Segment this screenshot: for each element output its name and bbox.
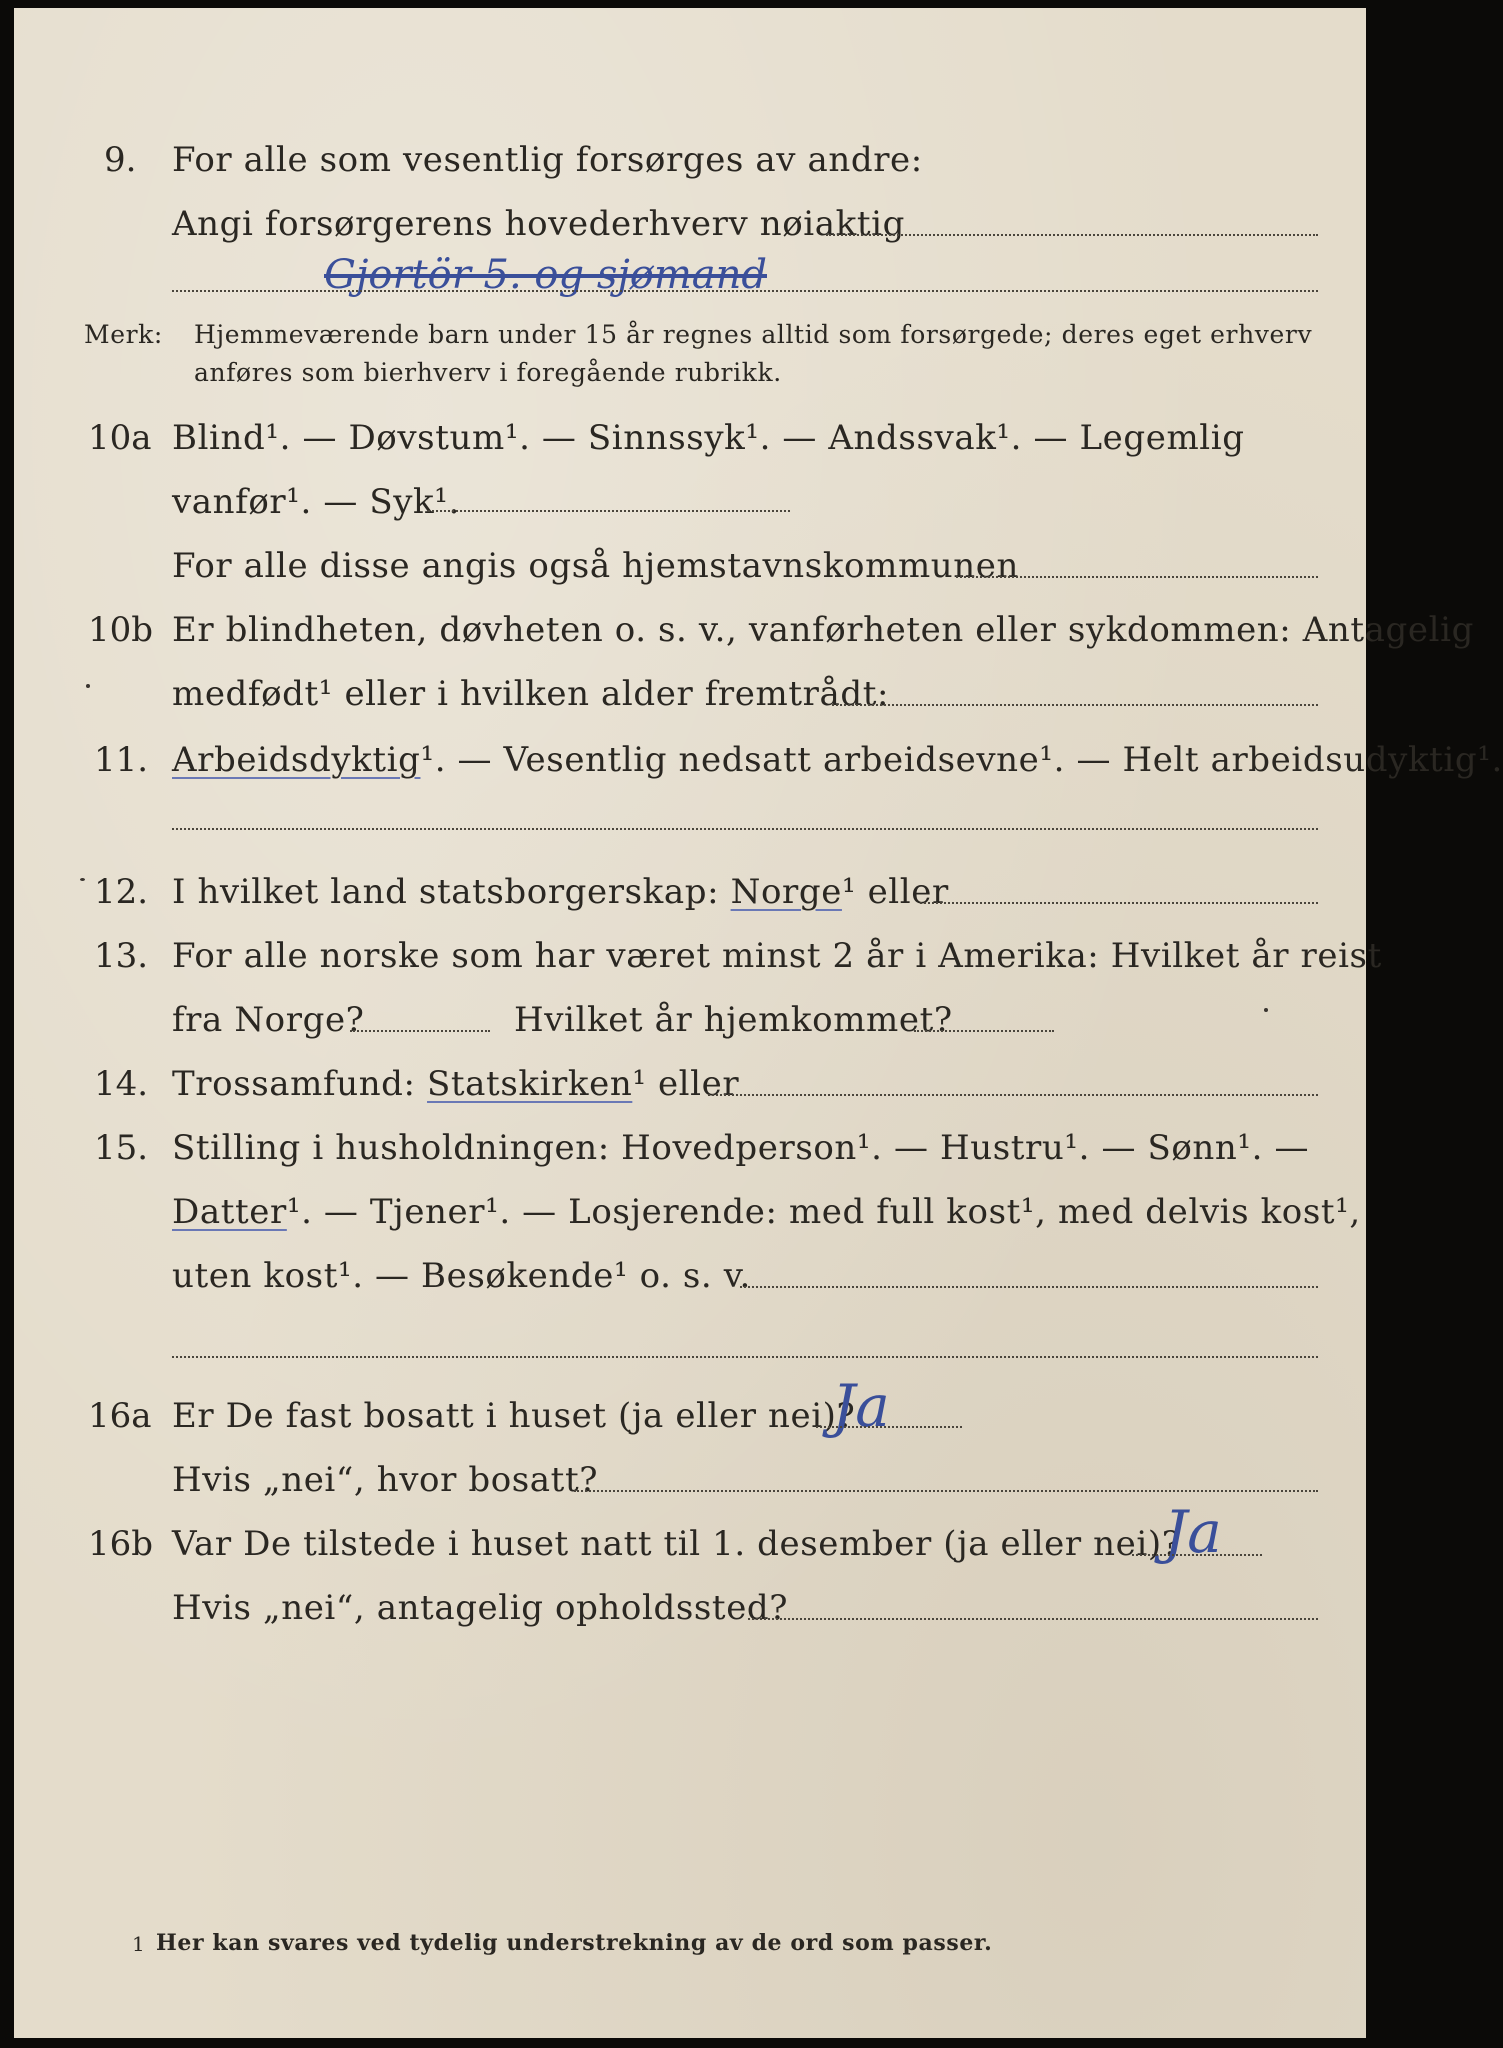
question-number-16a: 16a — [88, 1396, 152, 1436]
q16a-handwritten-answer: Ja — [832, 1372, 890, 1440]
q12-option-norge: Norge — [730, 872, 842, 912]
q9-line1: For alle som vesentlig forsørges av andre: — [172, 140, 923, 180]
merk-line1: Hjemmeværende barn under 15 år regnes alltid som forsørgede; deres eget erhverv — [194, 320, 1313, 349]
q11-option-arbeidsdyktig: Arbeidsdyktig — [172, 740, 421, 780]
question-number-14: 14. — [94, 1064, 149, 1104]
q10b-line2: medfødt¹ eller i hvilken alder fremtrådt: — [172, 674, 890, 714]
q10a-line2: vanfør¹. — Syk¹. — [172, 482, 460, 522]
q16b-line2: Hvis „nei“, antagelig opholdssted? — [172, 1588, 789, 1628]
q15-option-datter: Datter — [172, 1192, 287, 1232]
question-number-9: 9. — [104, 140, 137, 180]
q10a-line1: Blind¹. — Døvstum¹. — Sinnssyk¹. — Andssvak¹. — Legemlig — [172, 418, 1245, 458]
q15-line1: Stilling i husholdningen: Hovedperson¹. — Hustru¹. — Sønn¹. — — [172, 1128, 1310, 1168]
question-number-10b: 10b — [88, 610, 154, 650]
q10b-fill-line — [832, 704, 1318, 706]
q16a-bosatt-fill-line — [574, 1490, 1318, 1492]
q12-line: I hvilket land statsborgerskap: Norge¹ eller — [172, 872, 949, 912]
q10a-hometown-fill-line — [956, 576, 1318, 578]
q16a-line2: Hvis „nei“, hvor bosatt? — [172, 1460, 599, 1500]
q9-answer-line — [172, 290, 1318, 292]
q14-line: Trossamfund: Statskirken¹ eller — [172, 1064, 740, 1104]
question-number-11: 11. — [94, 740, 149, 780]
question-number-13: 13. — [94, 936, 149, 976]
q9-line2: Angi forsørgerens hovederhverv nøiaktig — [172, 204, 905, 244]
q13-hjemkommet-fill-line — [914, 1030, 1054, 1032]
question-number-15: 15. — [94, 1128, 149, 1168]
question-number-10a: 10a — [88, 418, 152, 458]
form-page — [14, 8, 1503, 2038]
q9-handwritten-answer: Gjortör 5. og sjømand — [324, 252, 767, 298]
q15-line3: uten kost¹. — Besøkende¹ o. s. v. — [172, 1256, 751, 1296]
q11-fill-line — [172, 828, 1318, 830]
q14-option-statskirken: Statskirken — [427, 1064, 633, 1104]
question-number-16b: 16b — [88, 1524, 154, 1564]
q15-line2: Datter¹. — Tjener¹. — Losjerende: med full kost¹, med delvis kost¹, — [172, 1192, 1361, 1232]
q11-rest: ¹. — Vesentlig nedsatt arbeidsevne¹. — Helt arbeidsudyktig¹. — [420, 740, 1503, 780]
q10a-line3: For alle disse angis også hjemstavnskommunen — [172, 546, 1019, 586]
q16b-handwritten-answer: Ja — [1164, 1498, 1222, 1566]
q15-extra-line — [172, 1356, 1318, 1358]
footnote-text: Her kan svares ved tydelig understrekning av de ord som passer. — [156, 1930, 993, 1956]
ink-speck — [80, 878, 85, 881]
ink-speck — [86, 684, 90, 688]
q10b-line1: Er blindheten, døvheten o. s. v., vanførheten eller sykdommen: Antagelig — [172, 610, 1474, 650]
q13-line2a: fra Norge? — [172, 1000, 365, 1040]
q16b-fill-line — [1132, 1554, 1262, 1556]
q16a-line1: Er De fast bosatt i huset (ja eller nei)? — [172, 1396, 856, 1436]
q14-fill-line — [708, 1094, 1318, 1096]
q9-fill-line — [826, 234, 1318, 236]
q16b-line1: Var De tilstede i huset natt til 1. desember (ja eller nei)? — [172, 1524, 1181, 1564]
q11-line — [172, 740, 1503, 780]
q13-line1: For alle norske som har været minst 2 år i Amerika: Hvilket år reist — [172, 936, 1382, 976]
q16a-fill-line — [816, 1426, 962, 1428]
ink-speck — [1264, 1008, 1268, 1012]
question-number-12: 12. — [94, 872, 149, 912]
q10a-fill-line — [428, 510, 790, 512]
footnote-mark: 1 — [132, 1932, 146, 1956]
merk-line2: anføres som bierhverv i foregående rubrikk. — [194, 358, 782, 387]
q13-line2b: Hvilket år hjemkommet? — [514, 1000, 953, 1040]
q13-reist-fill-line — [350, 1030, 490, 1032]
q16b-opholdssted-fill-line — [748, 1618, 1318, 1620]
q15-fill-line — [740, 1286, 1318, 1288]
merk-label: Merk: — [84, 320, 163, 349]
q12-fill-line — [920, 902, 1318, 904]
